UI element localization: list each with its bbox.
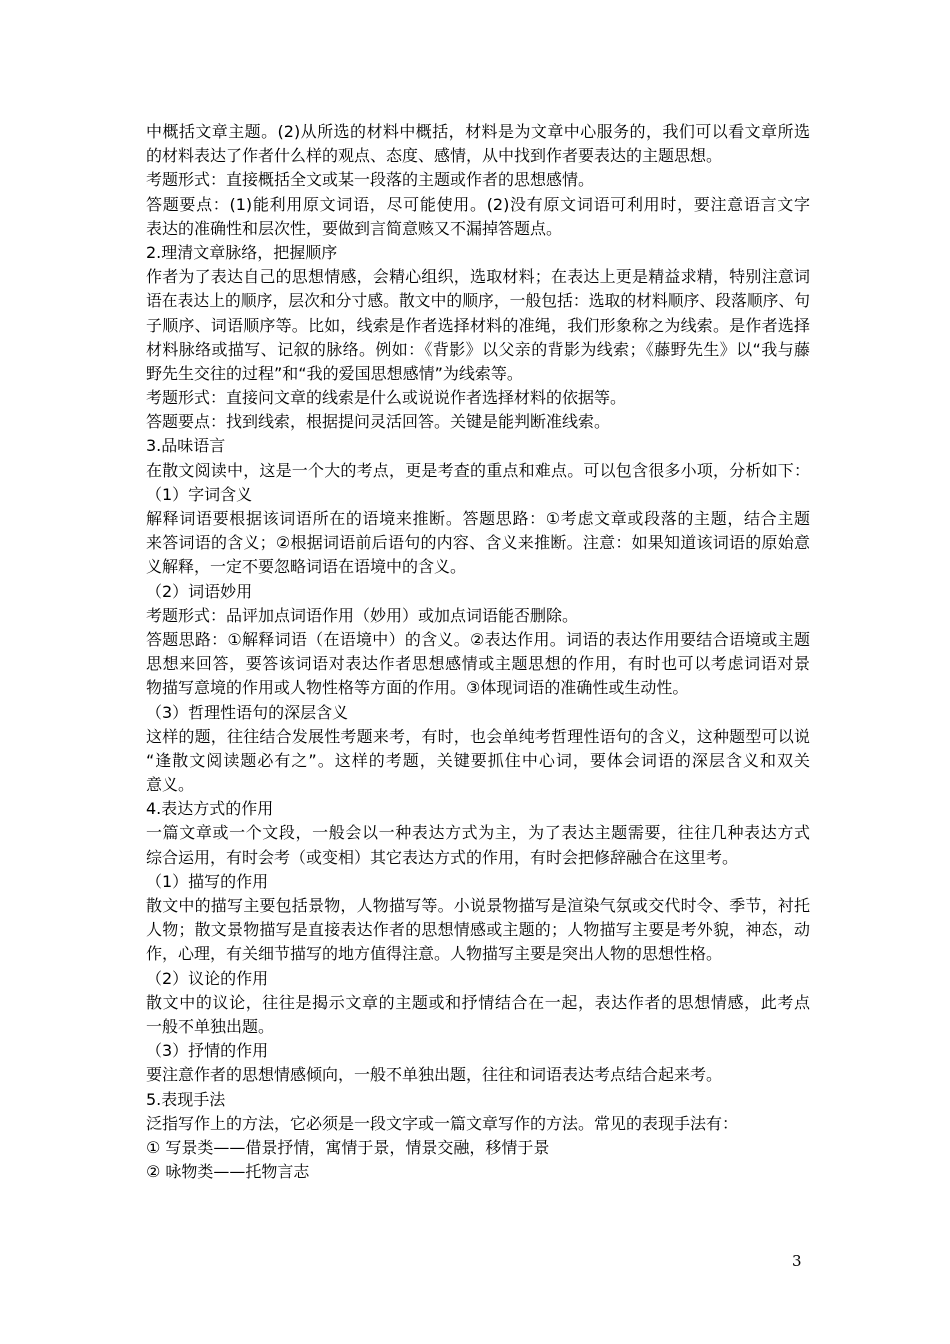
text-line: 思想来回答，要答该词语对表达作者思想感情或主题思想的作用，有时也可以考虑词语对景: [146, 654, 810, 674]
text-line: 答题要点：(1)能利用原文词语，尽可能使用。(2)没有原文词语可利用时，要注意语言文字: [146, 194, 810, 214]
text-line: 的材料表达了作者什么样的观点、态度、感情，从中找到作者要表达的主题思想。: [146, 146, 723, 166]
text-line: 物描写意境的作用或人物性格等方面的作用。③体现词语的准确性或生动性。: [146, 678, 689, 698]
text-line: 作，心理，有关细节描写的地方值得注意。人物描写主要是突出人物的思想性格。: [146, 944, 723, 964]
text-line: 考题形式：直接概括全文或某一段落的主题或作者的思想感情。: [146, 170, 595, 190]
text-line: 考题形式：品评加点词语作用（妙用）或加点词语能否删除。: [146, 605, 579, 625]
text-line: 这样的题，往往结合发展性考题来考，有时，也会单纯考哲理性语句的含义，这种题型可以说: [146, 726, 810, 746]
text-line: 综合运用，有时会考（或变相）其它表达方式的作用，有时会把修辞融合在这里考。: [146, 847, 739, 867]
text-line: 语在表达上的顺序，层次和分寸感。散文中的顺序，一般包括：选取的材料顺序、段落顺序、句: [146, 291, 810, 311]
text-line: （1）字词含义: [146, 484, 253, 504]
text-line: 来答词语的含义；②根据词语前后语句的内容、含义来推断。注意：如果知道该词语的原始意: [146, 533, 810, 553]
text-line: （1）描写的作用: [146, 871, 269, 891]
text-line: 5.表现手法: [146, 1089, 226, 1109]
text-line: 答题思路：①解释词语（在语境中）的含义。②表达作用。词语的表达作用要结合语境或主题: [146, 629, 810, 649]
text-line: 4.表达方式的作用: [146, 799, 274, 819]
text-line: 野先生交往的过程”和“我的爱国思想感情”为线索等。: [146, 363, 523, 383]
text-line: 表达的准确性和层次性，要做到言简意赅又不漏掉答题点。: [146, 218, 563, 238]
text-line: ① 写景类——借景抒情，寓情于景，情景交融，移情于景: [146, 1137, 550, 1157]
text-line: 作者为了表达自己的思想情感，会精心组织，选取材料；在表达上更是精益求精，特别注意词: [146, 267, 810, 287]
text-line: 一般不单独出题。: [146, 1016, 275, 1036]
text-line: 一篇文章或一个文段，一般会以一种表达方式为主，为了表达主题需要，往往几种表达方式: [146, 823, 810, 843]
text-line: （3）抒情的作用: [146, 1041, 269, 1061]
text-line: 义解释，一定不要忽略词语在语境中的含义。: [146, 557, 467, 577]
text-line: 在散文阅读中，这是一个大的考点，更是考查的重点和难点。可以包含很多小项，分析如下：: [146, 460, 810, 480]
page-number: 3: [792, 1252, 802, 1270]
text-line: 答题要点：找到线索，根据提问灵活回答。关键是能判断准线索。: [146, 412, 611, 432]
text-line: 考题形式：直接问文章的线索是什么或说说作者选择材料的依据等。: [146, 388, 627, 408]
text-line: 散文中的描写主要包括景物，人物描写等。小说景物描写是渲染气氛或交代时令、季节，衬托: [146, 896, 810, 915]
text-line: （2）词语妙用: [146, 581, 253, 601]
text-line: （3）哲理性语句的深层含义: [146, 702, 349, 722]
text-line: 解释词语要根据该词语所在的语境来推断。答题思路：①考虑文章或段落的主题，结合主题: [146, 509, 810, 528]
text-line: 散文中的议论，往往是揭示文章的主题或和抒情结合在一起，表达作者的思想情感，此考点: [146, 992, 810, 1012]
text-line: 2.理清文章脉络，把握顺序: [146, 242, 338, 262]
text-line: 要注意作者的思想情感倾向，一般不单独出题，往往和词语表达考点结合起来考。: [146, 1065, 723, 1085]
document-body: [146, 120, 810, 1184]
text-line: 意义。: [146, 775, 195, 795]
text-line: 子顺序、词语顺序等。比如，线索是作者选择材料的准绳，我们形象称之为线索。是作者选择: [146, 315, 810, 335]
text-line: 3.品味语言: [146, 436, 226, 456]
text-line: （2）议论的作用: [146, 968, 269, 988]
text-line: 材料脉络或描写、记叙的脉络。例如：《背影》以父亲的背影为线索；《藤野先生》以“我与藤: [146, 339, 810, 359]
text-line: 中概括文章主题。(2)从所选的材料中概括，材料是为文章中心服务的，我们可以看文章所选: [146, 122, 810, 141]
text-line: 泛指写作上的方法，它必须是一段文字或一篇文章写作的方法。常见的表现手法有：: [146, 1113, 739, 1133]
text-line: ② 咏物类——托物言志: [146, 1162, 310, 1182]
text-line: 人物；散文景物描写是直接表达作者的思想情感或主题的；人物描写主要是考外貌，神态，动: [146, 920, 810, 940]
text-line: “逢散文阅读题必有之”。这样的考题，关键要抓住中心词，要体会词语的深层含义和双关: [146, 750, 810, 770]
